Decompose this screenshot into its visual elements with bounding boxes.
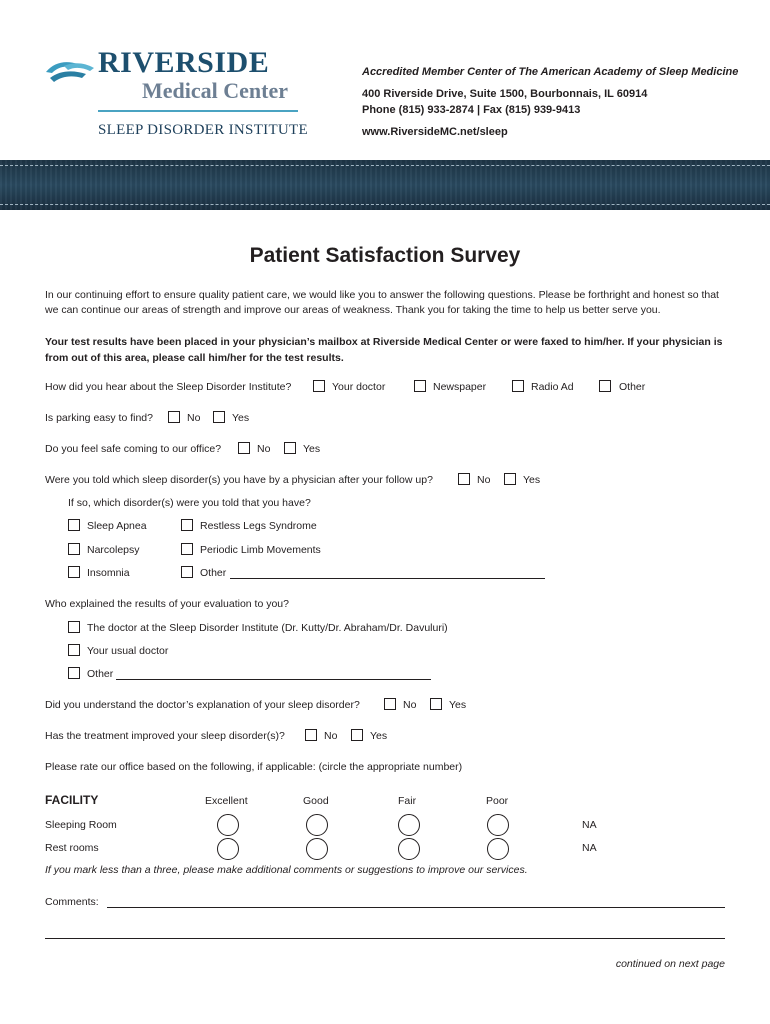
question-safe: Do you feel safe coming to our office? (45, 443, 222, 455)
option-label: Yes (523, 474, 541, 486)
checkbox-insomnia[interactable] (68, 566, 80, 578)
option-label: Radio Ad (531, 381, 574, 393)
checkbox-periodic-limb[interactable] (181, 543, 193, 555)
option-label: Restless Legs Syndrome (200, 520, 317, 532)
rating-circle-restroom-poor[interactable] (487, 838, 509, 860)
rating-circle-restroom-excellent[interactable] (217, 838, 239, 860)
question-heard-about: How did you hear about the Sleep Disorder Institute? (45, 381, 292, 393)
rating-instructions: Please rate our office based on the following, if applicable: (circle the appropriate number) (45, 761, 463, 773)
option-label: No (403, 699, 417, 711)
logo-institute-text: SLEEP DISORDER INSTITUTE (98, 122, 308, 138)
rating-circle-sleeping-excellent[interactable] (217, 814, 239, 836)
sleeping-room-na[interactable]: NA (582, 819, 597, 831)
option-label: Sleep Apnea (87, 520, 147, 532)
checkbox-treatment-no[interactable] (305, 729, 317, 741)
checkbox-radio-ad[interactable] (512, 380, 524, 392)
checkbox-understand-no[interactable] (384, 698, 396, 710)
row-label-sleeping-room: Sleeping Room (45, 819, 117, 831)
question-understand: Did you understand the doctor’s explanation of your sleep disorder? (45, 699, 360, 711)
option-label: Other (619, 381, 646, 393)
checkbox-other[interactable] (599, 380, 611, 392)
checkbox-parking-yes[interactable] (213, 411, 225, 423)
option-label: Insomnia (87, 567, 130, 579)
column-excellent: Excellent (205, 795, 248, 807)
rating-circle-restroom-fair[interactable] (398, 838, 420, 860)
question-treatment: Has the treatment improved your sleep disorder(s)? (45, 730, 285, 742)
option-label: Your usual doctor (87, 645, 169, 657)
option-label: Other (87, 668, 114, 680)
option-label: Periodic Limb Movements (200, 544, 321, 556)
intro-paragraph: In our continuing effort to ensure quality patient care, we would like you to answer the following questions. Please be forthright and honest so that we can continue our areas of strength and improve our areas of weakness. Thank you for taking the time to help us better serve you. (45, 289, 719, 316)
option-label: Yes (303, 443, 321, 455)
checkbox-restless-legs[interactable] (181, 519, 193, 531)
question-which-disorder: If so, which disorder(s) were you told that you have? (68, 497, 311, 509)
logo-divider (98, 110, 298, 112)
results-notice: Your test results have been placed in your physician’s mailbox at Riverside Medical Center or were faxed to him/her. If your physician is from out of this area, please call him/her for the test results. (45, 336, 723, 364)
comments-label: Comments: (45, 896, 99, 908)
option-label: Your doctor (332, 381, 386, 393)
explained-other-field[interactable] (116, 679, 431, 680)
checkbox-treatment-yes[interactable] (351, 729, 363, 741)
letterhead (0, 0, 770, 160)
option-label: No (257, 443, 271, 455)
page-title: Patient Satisfaction Survey (249, 244, 521, 267)
checkbox-newspaper[interactable] (414, 380, 426, 392)
facility-heading: FACILITY (45, 793, 99, 807)
question-who-explained: Who explained the results of your evaluation to you? (45, 598, 289, 610)
website-link[interactable]: www.RiversideMC.net/sleep (362, 126, 508, 138)
contact-info (362, 64, 738, 140)
question-told-disorder: Were you told which sleep disorder(s) you have by a physician after your follow up? (45, 474, 433, 486)
option-label: No (187, 412, 201, 424)
accreditation-text: Accredited Member Center of The American Academy of Sleep Medicine (362, 66, 739, 78)
rest-rooms-na[interactable]: NA (582, 842, 597, 854)
row-label-rest-rooms: Rest rooms (45, 842, 99, 854)
checkbox-told-yes[interactable] (504, 473, 516, 485)
logo-medical-center-text: Medical Center (142, 78, 288, 103)
option-label: No (324, 730, 338, 742)
option-label: Newspaper (433, 381, 487, 393)
rating-circle-sleeping-poor[interactable] (487, 814, 509, 836)
comments-line-2[interactable] (45, 938, 725, 939)
hands-logo-icon (44, 56, 96, 86)
phone-fax-text: Phone (815) 933-2874 | Fax (815) 939-9413 (362, 104, 581, 116)
checkbox-told-no[interactable] (458, 473, 470, 485)
option-label: The doctor at the Sleep Disorder Institute (Dr. Kutty/Dr. Abraham/Dr. Davuluri) (87, 622, 448, 634)
checkbox-understand-yes[interactable] (430, 698, 442, 710)
address-text: 400 Riverside Drive, Suite 1500, Bourbonnais, IL 60914 (362, 88, 648, 100)
continued-note: continued on next page (615, 958, 725, 970)
logo-riverside-text: RIVERSIDE (98, 46, 270, 79)
question-parking: Is parking easy to find? (45, 412, 153, 424)
column-poor: Poor (486, 795, 509, 807)
checkbox-sdi-doctor[interactable] (68, 621, 80, 633)
column-good: Good (303, 795, 329, 807)
decorative-banner (0, 160, 770, 210)
checkbox-narcolepsy[interactable] (68, 543, 80, 555)
option-label: Narcolepsy (87, 544, 140, 556)
option-label: Yes (232, 412, 250, 424)
checkbox-disorder-other[interactable] (181, 566, 193, 578)
riverside-logo (44, 44, 308, 144)
checkbox-safe-yes[interactable] (284, 442, 296, 454)
rating-circle-sleeping-fair[interactable] (398, 814, 420, 836)
checkbox-safe-no[interactable] (238, 442, 250, 454)
checkbox-usual-doctor[interactable] (68, 644, 80, 656)
checkbox-your-doctor[interactable] (313, 380, 325, 392)
low-rating-note: If you mark less than a three, please make additional comments or suggestions to improve our services. (45, 864, 528, 876)
option-label: Yes (449, 699, 467, 711)
option-label: No (477, 474, 491, 486)
option-label: Other (200, 567, 227, 579)
option-label: Yes (370, 730, 388, 742)
checkbox-parking-no[interactable] (168, 411, 180, 423)
checkbox-sleep-apnea[interactable] (68, 519, 80, 531)
rating-circle-sleeping-good[interactable] (306, 814, 328, 836)
disorder-other-field[interactable] (230, 578, 545, 579)
checkbox-explained-other[interactable] (68, 667, 80, 679)
column-fair: Fair (398, 795, 417, 807)
rating-circle-restroom-good[interactable] (306, 838, 328, 860)
comments-line-1[interactable] (107, 907, 725, 908)
